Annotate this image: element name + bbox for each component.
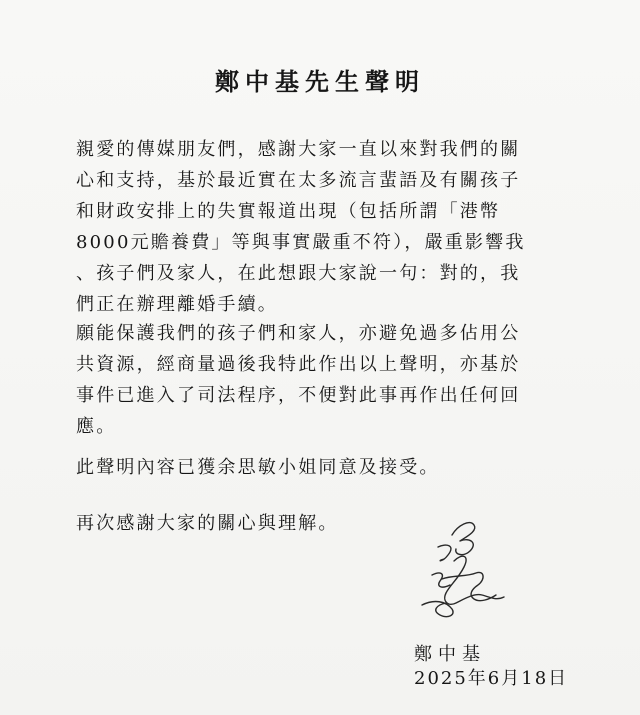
- statement-title: 鄭中基先生聲明: [215, 67, 425, 96]
- paragraph-3: 此聲明內容已獲余思敏小姐同意及接受。: [76, 457, 440, 478]
- handwritten-signature: [412, 515, 512, 625]
- paragraph-2: 願能保護我們的孩子們和家人，亦避免過多佔用公 共資源，經商量過後我特此作出以上聲明，亦基於 事件已進入了司法程序，不便對此事再作出任何回 應。: [76, 323, 521, 437]
- statement-date: 2025年6月18日: [414, 668, 569, 689]
- paragraph-4: 再次感謝大家的關心與理解。: [76, 513, 339, 534]
- paragraph-1: 親愛的傳媒朋友們，感謝大家一直以來對我們的關 心和支持，基於最近實在太多流言蜚語及有關孩子 和財政安排上的失實報道出現（包括所謂「港幣 8000元贍養費」等與事實嚴重不符），嚴重影響我 、孩子們及家人，在此想跟大家說一句：對的，我 們正在辦理離婚手續。: [76, 139, 526, 315]
- signer-name: 鄭中基: [414, 644, 486, 665]
